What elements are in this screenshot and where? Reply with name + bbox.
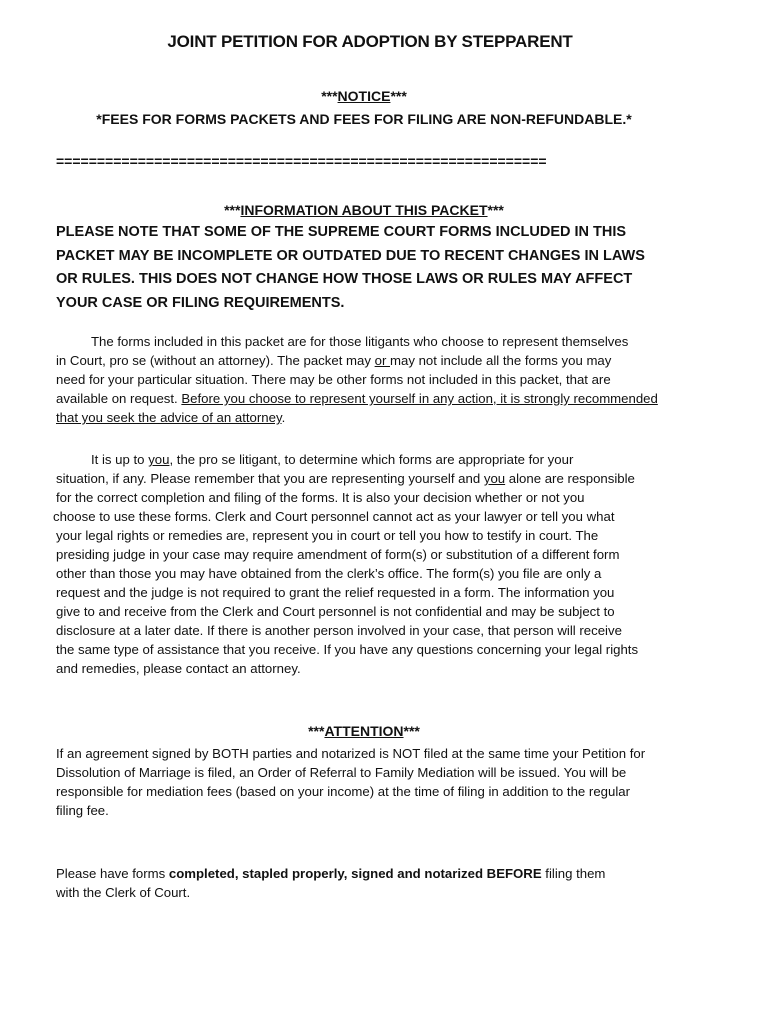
attention-heading-text: ATTENTION [324, 723, 404, 739]
text-span: alone are responsible [505, 471, 635, 486]
underlined-you: you [483, 471, 506, 486]
paragraph-line [56, 864, 605, 883]
paragraph-line: request and the judge is not required to grant the relief requested in a form. The information you [56, 585, 615, 600]
paragraph-line: responsible for mediation fees (based on your income) at the time of filing in addition to the regular [56, 784, 630, 799]
paragraph-line: The forms included in this packet are for those litigants who choose to represent themselves [91, 334, 629, 349]
paragraph-line: give to and receive from the Clerk and Court personnel is not confidential and may be subject to [56, 604, 615, 619]
paragraph-line: other than those you may have obtained from the clerk’s office. The form(s) you file are only a [56, 566, 602, 581]
attention-suffix: *** [403, 723, 420, 739]
attention-heading [0, 723, 728, 739]
paragraph-line: for the correct completion and filing of the forms. It is also your decision whether or not you [56, 490, 585, 505]
underlined-recommendation: Before you choose to represent yourself in any action, it is strongly recommended [181, 391, 658, 406]
fees-notice: *FEES FOR FORMS PACKETS AND FEES FOR FILING ARE NON-REFUNDABLE.* [96, 111, 632, 127]
paragraph-line [56, 469, 638, 488]
paragraph-line: and remedies, please contact an attorney. [56, 661, 301, 676]
info-heading-text: INFORMATION ABOUT THIS PACKET [240, 202, 488, 218]
paragraph-line: disclosure at a later date. If there is another person involved in your case, that person will receive [56, 623, 622, 638]
text-span: Please have forms [56, 866, 169, 881]
document-title: JOINT PETITION FOR ADOPTION BY STEPPARENT [167, 32, 573, 51]
paragraph-line: the same type of assistance that you receive. If you have any questions concerning your legal rights [56, 642, 639, 657]
warning-block [56, 221, 716, 315]
paragraph-line [56, 351, 658, 370]
paragraph-line: need for your particular situation. There may be other forms not included in this packet, that are [56, 372, 611, 387]
text-span: filing them [541, 866, 606, 881]
paragraph-line: your legal rights or remedies are, represent you in court or tell you how to testify in court. The [56, 528, 599, 543]
paragraph-line: presiding judge in your case may require amendment of form(s) or substitution of a different form [56, 547, 620, 562]
text-span: It is up to [91, 452, 149, 467]
paragraph-line: with the Clerk of Court. [56, 885, 191, 900]
notice-word: NOTICE [337, 88, 391, 104]
info-prefix: *** [224, 202, 241, 218]
paragraph-forms-info [56, 332, 658, 427]
info-suffix: *** [487, 202, 504, 218]
text-span: available on request. [56, 391, 182, 406]
paragraph-line: Dissolution of Marriage is filed, an Order of Referral to Family Mediation will be issued. You will be [56, 765, 627, 780]
warning-line: PACKET MAY BE INCOMPLETE OR OUTDATED DUE TO RECENT CHANGES IN LAWS [56, 247, 645, 264]
notice-prefix: *** [321, 88, 338, 104]
paragraph-responsibility [53, 450, 639, 678]
bold-instruction: completed, stapled properly, signed and notarized BEFORE [168, 866, 542, 881]
text-span: situation, if any. Please remember that you are representing yourself and [56, 471, 484, 486]
notice-suffix: *** [390, 88, 407, 104]
warning-line: YOUR CASE OR FILING REQUIREMENTS. [56, 294, 345, 311]
paragraph-line: If an agreement signed by BOTH parties and notarized is NOT filed at the same time your Petition for [56, 746, 646, 761]
text-span: , the pro se litigant, to determine which forms are appropriate for your [169, 452, 574, 467]
text-span: may not include all the forms you may [390, 353, 612, 368]
attention-prefix: *** [308, 723, 325, 739]
text-span: . [281, 410, 286, 425]
divider-line: ============================================================ [56, 153, 547, 169]
underlined-recommendation: that you seek the advice of an attorney [56, 410, 282, 425]
notice-heading [0, 88, 728, 104]
text-span: in Court, pro se (without an attorney). The packet may [56, 353, 375, 368]
warning-line: PLEASE NOTE THAT SOME OF THE SUPREME COURT FORMS INCLUDED IN THIS [56, 224, 627, 240]
paragraph-line: choose to use these forms. Clerk and Court personnel cannot act as your lawyer or tell you what [53, 509, 615, 524]
paragraph-closing [56, 864, 605, 902]
paragraph-line [56, 450, 638, 469]
underlined-you: you [148, 452, 170, 467]
paragraph-line [56, 408, 658, 427]
paragraph-mediation [56, 744, 645, 820]
info-heading [0, 202, 728, 218]
underlined-or: or [374, 353, 390, 368]
warning-line: OR RULES. THIS DOES NOT CHANGE HOW THOSE LAWS OR RULES MAY AFFECT [56, 271, 633, 287]
paragraph-line [56, 389, 658, 408]
paragraph-line: filing fee. [56, 803, 109, 818]
